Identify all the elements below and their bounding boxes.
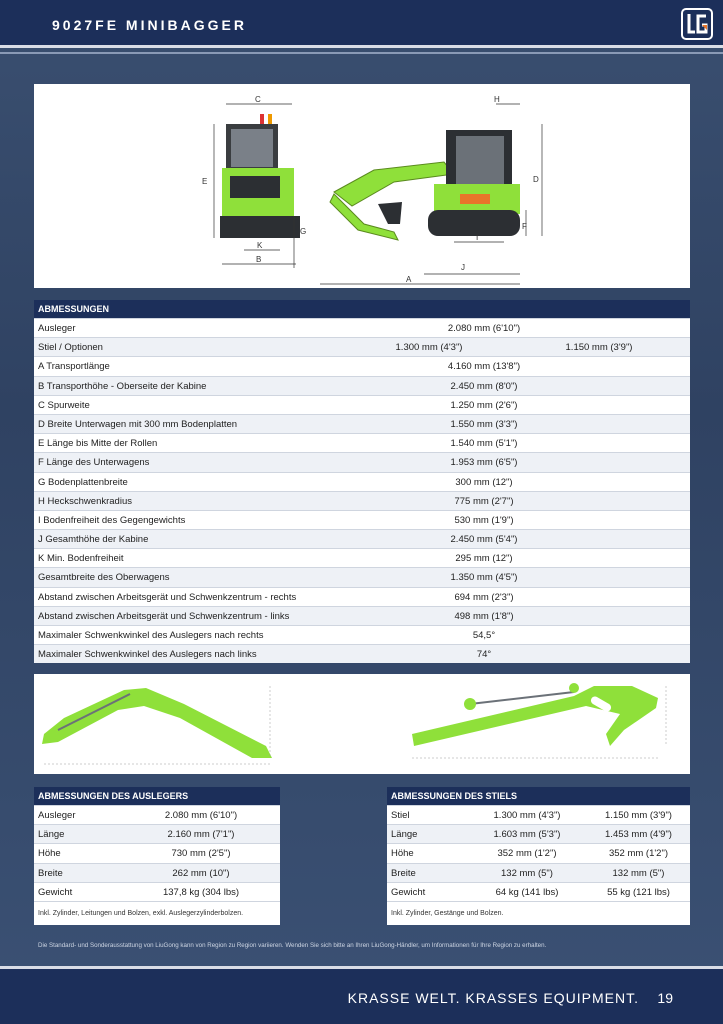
boom-drawing: [42, 686, 272, 764]
row-value: 775 mm (2'7"): [454, 495, 514, 507]
table-title: ABMESSUNGEN DES STIELS: [387, 787, 690, 805]
dimension-diagram: [34, 84, 690, 288]
table-row: [34, 644, 690, 663]
table-row: [34, 433, 690, 452]
row-value: 2.080 mm (6'10"): [164, 810, 238, 821]
table-row: [34, 567, 690, 586]
row-value: 2.080 mm (6'10"): [447, 323, 521, 334]
disclaimer-text: Die Standard- und Sonderausstattung von LiuGong kann von Region zu Region variieren. Wenden Sie sich bitte an Ihren LiuGong-Händler, um Informationen für Ihre Region zu erhalten.: [38, 942, 547, 949]
row-value-a: 64 kg (141 lbs): [495, 886, 559, 898]
row-value: 74°: [476, 649, 492, 661]
table-row: [34, 395, 690, 414]
row-value-b: 132 mm (5"): [612, 867, 665, 879]
dim-label: F: [522, 222, 527, 231]
dim-label: C: [255, 95, 261, 104]
row-value-a: 1.300 mm (4'3"): [493, 810, 561, 821]
row-label: H Heckschwenkradius: [38, 495, 132, 507]
table-row: [34, 414, 690, 433]
page-title: 9027FE MINIBAGGER: [52, 17, 247, 33]
table-row: [387, 805, 690, 824]
row-label: A Transportlänge: [38, 361, 110, 373]
row-value-a: 1.300 mm (4'3"): [395, 342, 463, 354]
table-row: [34, 606, 690, 625]
front-view: [202, 95, 306, 268]
table-note: Inkl. Zylinder, Leitungen und Bolzen, exkl. Auslegerzylinderbolzen.: [34, 901, 280, 925]
dim-label: J: [461, 263, 465, 272]
row-label: Höhe: [38, 848, 61, 860]
row-value: 137,8 kg (304 lbs): [162, 886, 240, 898]
row-value-b: 1.453 mm (4'9"): [605, 829, 672, 841]
dimensions-table: [34, 300, 690, 663]
table-row: [34, 625, 690, 644]
row-label: E Länge bis Mitte der Rollen: [38, 438, 158, 450]
table-row: [34, 510, 690, 529]
table-row: [34, 587, 690, 606]
row-label: Abstand zwischen Arbeitsgerät und Schwenkzentrum - links: [38, 610, 290, 622]
row-value: 2.450 mm (8'0"): [450, 380, 518, 392]
dim-label: I: [476, 233, 479, 242]
row-value: 1.540 mm (5'1"): [450, 438, 518, 450]
row-value: 530 mm (1'9"): [454, 514, 514, 526]
row-label: Gewicht: [391, 886, 426, 898]
table-row: [34, 882, 280, 901]
row-label: Länge: [38, 829, 65, 841]
dim-label: H: [494, 95, 500, 104]
row-value-a: 352 mm (1'2"): [497, 848, 557, 860]
boom-table: [34, 787, 280, 925]
row-value-a: 132 mm (5"): [501, 867, 553, 879]
table-row: [34, 472, 690, 491]
table-row: [34, 805, 280, 824]
table-row: [34, 824, 280, 843]
row-value-a: 1.603 mm (5'3"): [493, 829, 561, 841]
dim-label: D: [533, 175, 539, 184]
row-label: C Spurweite: [38, 399, 90, 411]
header-divider: [0, 52, 723, 54]
page-header: [0, 0, 723, 48]
table-row: [34, 529, 690, 548]
row-value: 54,5°: [472, 630, 496, 641]
row-value-b: 1.150 mm (3'9"): [605, 810, 672, 821]
dim-label: A: [406, 275, 412, 284]
row-value: 730 mm (2'5"): [171, 848, 231, 860]
row-label: G Bodenplattenbreite: [38, 476, 128, 488]
footer-slogan: KRASSE WELT. KRASSES EQUIPMENT.: [347, 990, 639, 1006]
row-label: F Länge des Unterwagens: [38, 457, 150, 469]
row-label: J Gesamthöhe der Kabine: [38, 534, 149, 546]
row-value: 1.953 mm (6'5"): [450, 457, 518, 469]
table-row: [387, 882, 690, 901]
table-title: ABMESSUNGEN: [34, 300, 690, 318]
page-footer: [0, 969, 723, 1024]
liugong-logo-icon: [681, 8, 713, 40]
row-label: Länge: [391, 829, 418, 841]
side-view: [320, 95, 542, 284]
row-label: B Transporthöhe - Oberseite der Kabine: [38, 380, 207, 392]
row-value: 2.450 mm (5'4"): [450, 534, 518, 546]
row-label: Ausleger: [38, 810, 76, 821]
table-title: ABMESSUNGEN DES AUSLEGERS: [34, 787, 280, 805]
row-label: Stiel: [391, 810, 410, 821]
dim-label: E: [202, 177, 208, 186]
table-row: [34, 376, 690, 395]
row-value: 498 mm (1'8"): [454, 610, 514, 622]
table-row: [34, 452, 690, 471]
table-row: [387, 863, 690, 882]
row-value: 1.350 mm (4'5"): [450, 572, 518, 584]
row-label: Stiel / Optionen: [38, 342, 103, 354]
row-value-b: 55 kg (121 lbs): [607, 886, 670, 898]
row-value: 694 mm (2'3"): [454, 591, 514, 603]
row-label: Ausleger: [38, 323, 76, 334]
table-row: [34, 356, 690, 375]
row-label: Abstand zwischen Arbeitsgerät und Schwenkzentrum - rechts: [38, 591, 297, 603]
row-value-b: 352 mm (1'2"): [608, 848, 669, 860]
row-label: I Bodenfreiheit des Gegengewichts: [38, 514, 186, 526]
row-value: 300 mm (12"): [455, 476, 513, 488]
table-row: [34, 491, 690, 510]
table-row: [34, 548, 690, 567]
row-label: K Min. Bodenfreiheit: [38, 553, 124, 565]
row-value: 1.550 mm (3'3"): [450, 418, 518, 430]
table-note: Inkl. Zylinder, Gestänge und Bolzen.: [387, 901, 690, 925]
row-label: Maximaler Schwenkwinkel des Auslegers nach rechts: [38, 630, 264, 641]
table-row: [387, 843, 690, 862]
row-value: 2.160 mm (7'1"): [167, 829, 235, 841]
row-value: 4.160 mm (13'8"): [447, 361, 521, 373]
row-value: 1.250 mm (2'6"): [450, 399, 518, 411]
dim-label: G: [300, 227, 307, 236]
row-label: Höhe: [391, 848, 414, 860]
stick-table: [387, 787, 690, 925]
row-value: 262 mm (10"): [172, 867, 230, 879]
table-row: [34, 337, 690, 356]
table-row: [34, 843, 280, 862]
row-label: Breite: [38, 867, 63, 879]
table-row: [387, 824, 690, 843]
row-label: Gesamtbreite des Oberwagens: [38, 572, 170, 584]
row-value-b: 1.150 mm (3'9"): [565, 342, 633, 354]
row-label: Maximaler Schwenkwinkel des Auslegers nach links: [38, 649, 257, 661]
boom-stick-drawings: [34, 674, 690, 774]
row-label: Gewicht: [38, 886, 73, 898]
dim-label: B: [256, 255, 262, 264]
row-value: 295 mm (12"): [455, 553, 513, 565]
table-row: [34, 318, 690, 337]
row-label: Breite: [391, 867, 416, 879]
dim-label: K: [257, 241, 263, 250]
page-number: 19: [657, 990, 673, 1006]
stick-drawing: [412, 683, 666, 758]
row-label: D Breite Unterwagen mit 300 mm Bodenplatten: [38, 418, 238, 430]
table-row: [34, 863, 280, 882]
